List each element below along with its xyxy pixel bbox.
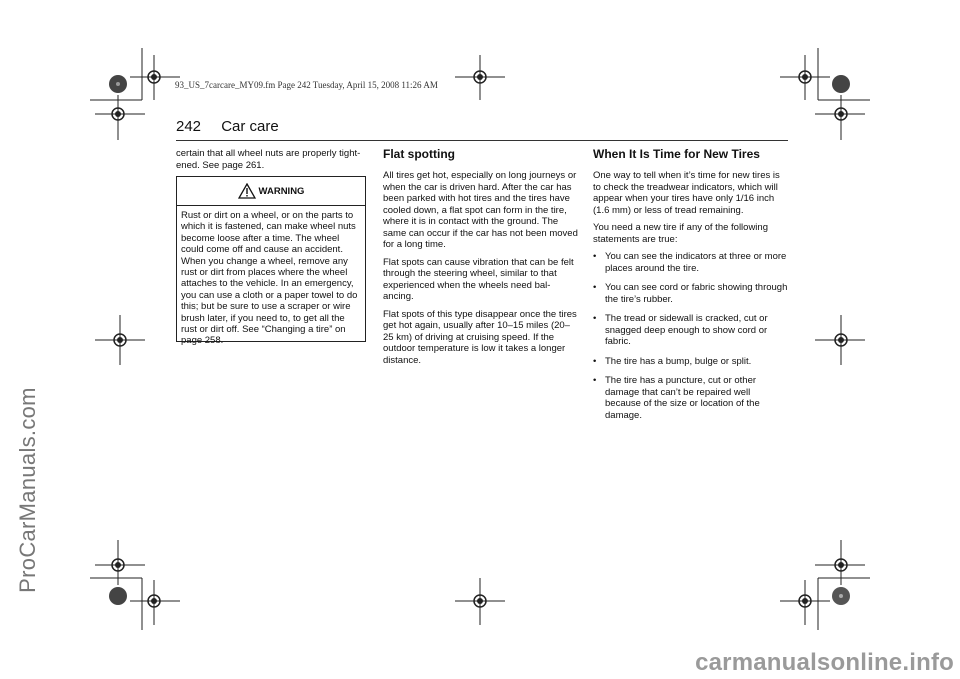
- list-item: • The tire has a puncture, cut or other damage that can’t be repaired well because of the size or location of the damage.: [593, 375, 788, 421]
- heading-new-tires: When It Is Time for New Tires: [593, 147, 760, 161]
- warning-text: Rust or dirt on a wheel, or on the parts to which it is fastened, can make wheel nuts become loose after a time. The wheel could come off and cause an accident. When you change a wheel, remove any rust or dirt from places where the wheel attaches to the vehicle. In an emergency, you can use a cloth or a paper towel to do this; but be sure to use a scraper or wire brush later, if you need to, to get all the rust or dirt off. See “Changing a tire” on page 258.: [181, 210, 358, 347]
- file-stamp: 93_US_7carcare_MY09.fm Page 242 Tuesday, April 15, 2008 11:26 AM: [175, 80, 438, 90]
- warning-header: [177, 177, 365, 206]
- side-watermark: ProCarManuals.com: [15, 387, 40, 593]
- paragraph: All tires get hot, especially on long journeys or when the car is driven hard. After the car has been parked with hot tires and the tires have cooled down, a flat spot can form in the tire, where it is in contact with the ground. The same can occur if the car has not been moved for a long time.: [383, 170, 578, 250]
- paragraph: You need a new tire if any of the following statements are true:: [593, 222, 768, 245]
- column-3: [593, 147, 788, 429]
- paragraph: Flat spots of this type disappear once the tires get hot again, usually after 10–15 miles (20–25 km) of driving at cruising speed. If the outdoor temperature is low it takes a longer distance.: [383, 308, 577, 366]
- heading-flat-spotting: Flat spotting: [383, 147, 455, 161]
- list-item: • The tread or sidewall is cracked, cut or snagged deep enough to show cord or fabric.: [593, 313, 788, 348]
- warning-triangle-icon: [238, 183, 256, 199]
- list-item: • You can see the indicators at three or more places around the tire.: [593, 251, 788, 274]
- column-1: [176, 148, 366, 177]
- page-header: [176, 118, 279, 135]
- warning-box: [176, 176, 366, 347]
- section-title: Car care: [221, 118, 279, 135]
- bottom-watermark: carmanualsonline.info: [695, 649, 954, 676]
- warning-label: WARNING: [258, 185, 305, 197]
- list-item: • You can see cord or fabric showing through the tire’s rubber.: [593, 282, 788, 305]
- column-2: [383, 147, 578, 372]
- header-rule: [176, 140, 788, 141]
- page-number: 242: [176, 118, 202, 135]
- paragraph: Flat spots can cause vibration that can be felt through the steering wheel, similar to that experienced when the wheels need bal-ancing.: [383, 256, 574, 302]
- intro-paragraph: certain that all wheel nuts are properly tight-ened. See page 261.: [176, 148, 361, 171]
- paragraph: One way to tell when it’s time for new tires is to check the treadwear indicators, which will appear when your tires have only 1/16 inch (1.6 mm) or less of tread remaining.: [593, 170, 780, 216]
- bullet-list: [593, 251, 788, 421]
- list-item: • The tire has a bump, bulge or split.: [593, 356, 788, 368]
